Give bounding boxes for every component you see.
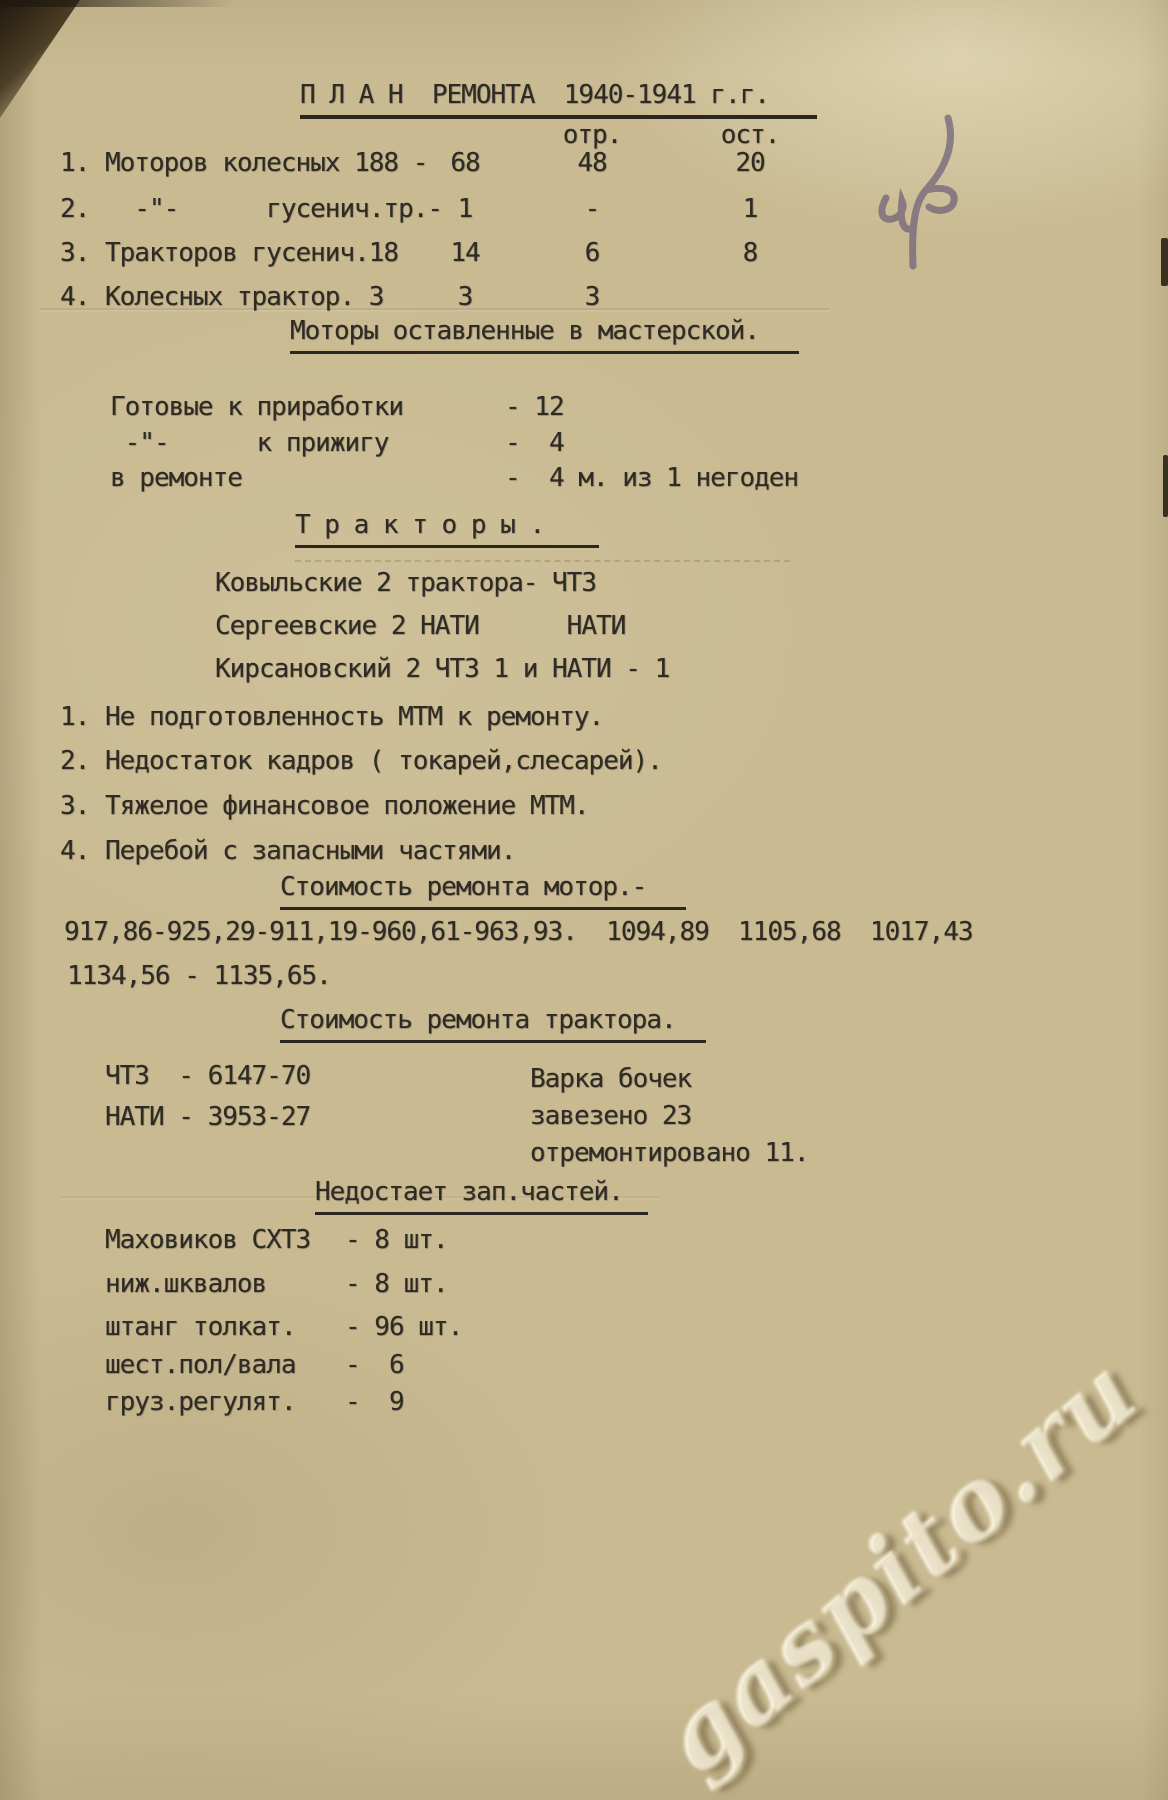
problem-number: 4. [60,836,90,866]
row-number: 4. [60,282,90,312]
row-name: -"- гусенич.тр.- [105,194,443,224]
workshop-item-label: -"- к прижигу [110,428,389,458]
barrels-line: отремонтировано 11. [530,1138,809,1168]
problem-number: 2. [60,746,90,776]
table-header-ost: ост. [720,120,780,150]
section-heading-motor-cost: Стоимость ремонта мотор.- [280,872,686,910]
right-edge-mark [1161,238,1168,286]
tractor-cost-item: НАТИ - 3953-27 [105,1102,311,1132]
watermark: gaspito.ru [643,1333,1164,1797]
barrels-line: завезено 23 [530,1101,692,1131]
handwritten-pencil-mark [850,108,990,288]
row-value: 14 [450,238,480,268]
row-otr: 6 [584,238,600,268]
page-corner-shadow [0,0,80,118]
row-name: Тракторов гусенич.18 [105,238,399,268]
top-edge-shadow [0,0,260,7]
problem-item [60,702,900,732]
row-value: 1 [457,194,473,224]
missing-part-label: шест.пол/вала [105,1350,296,1380]
row-ost: 8 [742,238,758,268]
motor-cost-values-line2: 1134,56 - 1135,65. [67,961,331,991]
missing-part-value: - 96 шт. [345,1312,463,1342]
workshop-item-label: Готовые к приработки [110,392,404,422]
section-heading-workshop-motors: Моторы оставленные в мастерской. [290,316,799,354]
table-row [60,148,900,178]
missing-part-label: ниж.шквалов [105,1269,267,1299]
row-otr: 3 [584,282,600,312]
faded-dash-line [295,560,790,562]
table-header-otr: отр. [562,120,622,150]
missing-part-label: штанг толкат. [105,1312,296,1342]
page-title: П Л А Н РЕМОНТА 1940-1941 г.г. [300,80,817,119]
barrels-line: Варка бочек [530,1064,692,1094]
row-number: 1. [60,148,90,178]
table-row [60,238,900,268]
problem-text: Не подготовленность МТМ к ремонту. [105,702,604,732]
tractor-line: Ковыльские 2 трактора- ЧТЗ [215,568,596,598]
section-heading-missing-parts: Недостает зап.частей. [315,1177,648,1215]
section-heading-tractors: Т р а к т о р ы . [295,510,599,548]
problem-text: Тяжелое финансовое положение МТМ. [105,791,589,821]
missing-part-value: - 6 [345,1350,404,1380]
row-number: 3. [60,238,90,268]
missing-part-label: груз.регулят. [105,1387,296,1417]
row-ost: 20 [735,148,765,178]
table-row [60,194,900,224]
problem-item [60,836,900,866]
problem-item [60,746,900,776]
missing-part-value: - 8 шт. [345,1225,448,1255]
table-row [60,282,900,312]
missing-part-value: - 8 шт. [345,1269,448,1299]
row-otr: - [584,194,600,224]
row-name: Моторов колесных 188 - [105,148,428,178]
workshop-item-value: - 4 м. из 1 негоден [505,463,799,493]
row-value: 3 [457,282,473,312]
row-ost: 1 [742,194,758,224]
workshop-item-value: - 4 [505,428,564,458]
motor-cost-values-line1: 917,86-925,29-911,19-960,61-963,93. 1094,89 1105,68 1017,43 [64,917,973,947]
section-heading-tractor-cost: Стоимость ремонта трактора. [280,1005,706,1043]
problem-item [60,791,900,821]
row-otr: 48 [577,148,607,178]
problem-number: 1. [60,702,90,732]
row-name: Колесных трактор. 3 [105,282,384,312]
right-edge-mark [1163,455,1168,517]
tractor-line: Сергеевские 2 НАТИ НАТИ [215,611,626,641]
tractor-line: Кирсановский 2 ЧТЗ 1 и НАТИ - 1 [215,654,670,684]
missing-part-value: - 9 [345,1387,404,1417]
problem-text: Недостаток кадров ( токарей,слесарей). [105,746,662,776]
workshop-item-value: - 12 [505,392,564,422]
row-number: 2. [60,194,90,224]
problem-number: 3. [60,791,90,821]
tractor-cost-item: ЧТЗ - 6147-70 [105,1061,311,1091]
workshop-item-label: в ремонте [110,463,242,493]
problem-text: Перебой с запасными частями. [105,836,516,866]
row-value: 68 [450,148,480,178]
missing-part-label: Маховиков СХТЗ [105,1225,311,1255]
